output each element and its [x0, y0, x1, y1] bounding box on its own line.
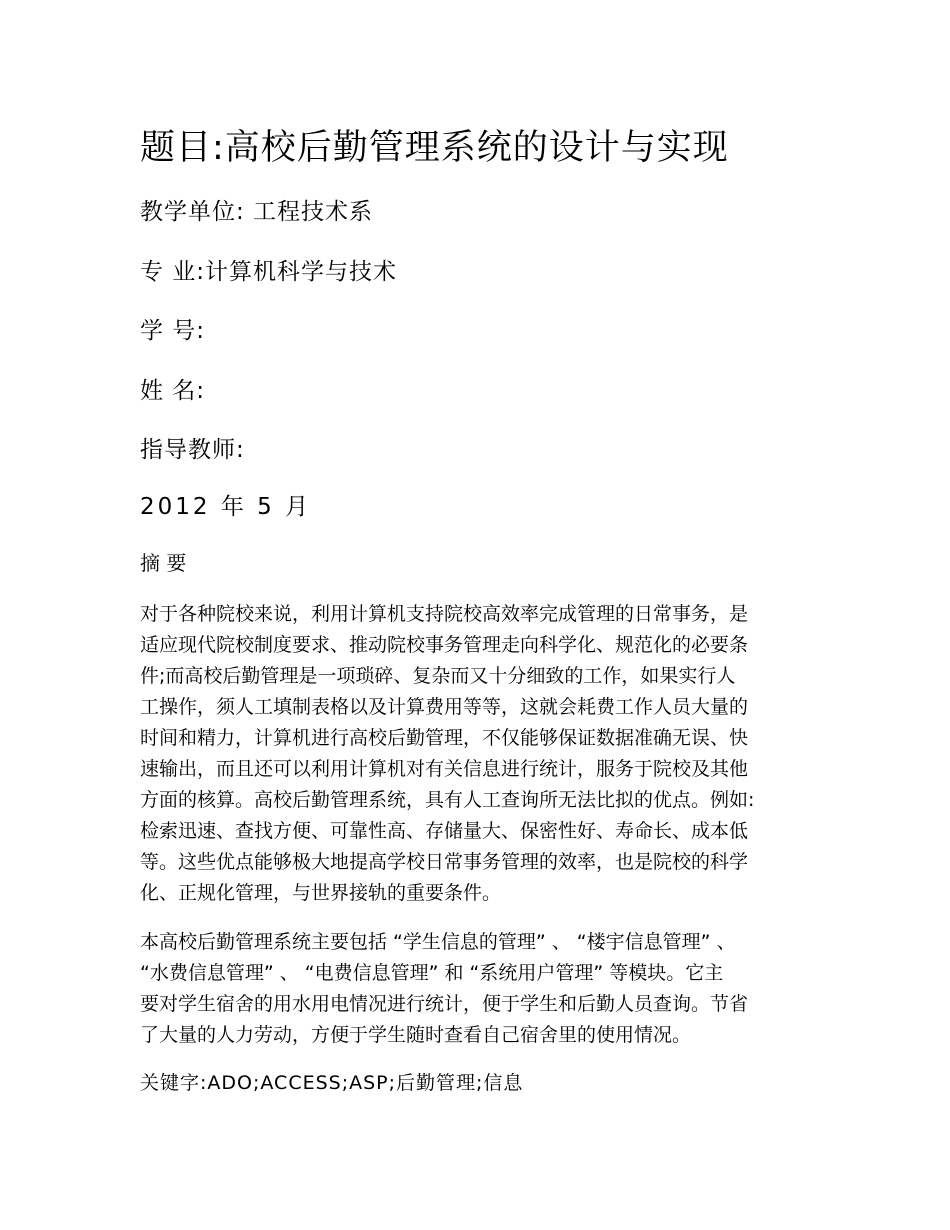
paragraph-line: 等。这些优点能够极大地提高学校日常事务管理的效率，也是院校的科学	[140, 851, 749, 873]
paragraph-line: 对于各种院校来说，利用计算机支持院校高效率完成管理的日常事务，是	[140, 603, 749, 625]
paragraph-line: 本高校后勤管理系统主要包括 “学生信息的管理” 、 “楼宇信息管理” 、	[140, 931, 736, 953]
keywords-line: 关键字:ADO;ACCESS;ASP;后勤管理;信息	[140, 1072, 524, 1094]
paragraph-line: 件;而高校后勤管理是一项琐碎、复杂而又十分细致的工作，如果实行人	[140, 665, 736, 687]
abstract-heading: 摘 要	[140, 551, 187, 575]
teaching-unit-field: 教学单位: 工程技术系	[140, 199, 374, 225]
paragraph-line: 了大量的人力劳动，方便于学生随时查看自己宿舍里的使用情况。	[140, 1024, 692, 1046]
paragraph-line: 工操作，须人工填制表格以及计算费用等等，这就会耗费工作人员大量的	[140, 696, 749, 718]
paragraph-line: 检索迅速、查找方便、可靠性高、存储量大、保密性好、寿命长、成本低	[140, 820, 749, 842]
paragraph-line: 要对学生宿舍的用水用电情况进行统计，便于学生和后勤人员查询。节省	[140, 993, 749, 1015]
abstract-paragraph-1	[140, 599, 820, 909]
document-title: 题目:高校后勤管理系统的设计与实现	[140, 128, 729, 168]
student-id-field: 学 号:	[140, 318, 206, 344]
paragraph-line: 速输出，而且还可以利用计算机对有关信息进行统计，服务于院校及其他	[140, 758, 749, 780]
paragraph-line: 化、正规化管理，与世界接轨的重要条件。	[140, 882, 502, 904]
paragraph-line: 时间和精力，计算机进行高校后勤管理，不仅能够保证数据准确无误、快	[140, 727, 749, 749]
paragraph-line: “水费信息管理” 、 “电费信息管理” 和 “系统用户管理” 等模块。它主	[140, 962, 724, 984]
major-field: 专 业:计算机科学与技术	[140, 259, 398, 285]
abstract-paragraph-2	[140, 927, 820, 1051]
student-name-field: 姓 名:	[140, 378, 206, 404]
date-field: 2012 年 5 月	[140, 494, 312, 520]
paragraph-line: 方面的核算。高校后勤管理系统，具有人工查询所无法比拟的优点。例如:	[140, 789, 755, 811]
advisor-field: 指导教师:	[140, 437, 245, 463]
paragraph-line: 适应现代院校制度要求、推动院校事务管理走向科学化、规范化的必要条	[140, 634, 749, 656]
